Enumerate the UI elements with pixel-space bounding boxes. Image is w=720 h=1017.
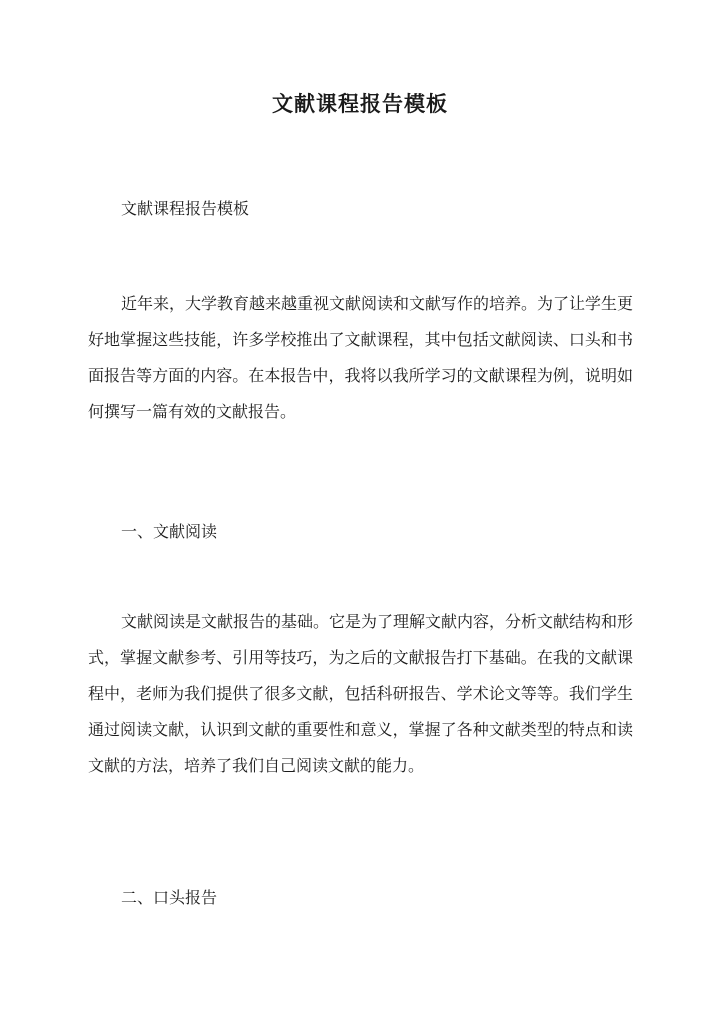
section-heading-reading: 一、文献阅读	[121, 522, 218, 541]
section-heading-oral-report: 二、口头报告	[121, 888, 218, 907]
document-subtitle: 文献课程报告模板	[121, 199, 250, 218]
reading-paragraph: 文献阅读是文献报告的基础。它是为了理解文献内容，分析文献结构和形式，掌握文献参考、引用等技巧，为之后的文献报告打下基础。在我的文献课程中，老师为我们提供了很多文献，包括科研报告、学术论文等等。我们学生通过阅读文献，认识到文献的重要性和意义，掌握了各种文献类型的特点和读文献的方法，培养了我们自己阅读文献的能力。	[88, 612, 634, 775]
document-title: 文献课程报告模板	[272, 91, 448, 116]
intro-paragraph: 近年来，大学教育越来越重视文献阅读和文献写作的培养。为了让学生更好地掌握这些技能，许多学校推出了文献课程，其中包括文献阅读、口头和书面报告等方面的内容。在本报告中，我将以我所学习的文献课程为例，说明如何撰写一篇有效的文献报告。	[88, 294, 634, 421]
